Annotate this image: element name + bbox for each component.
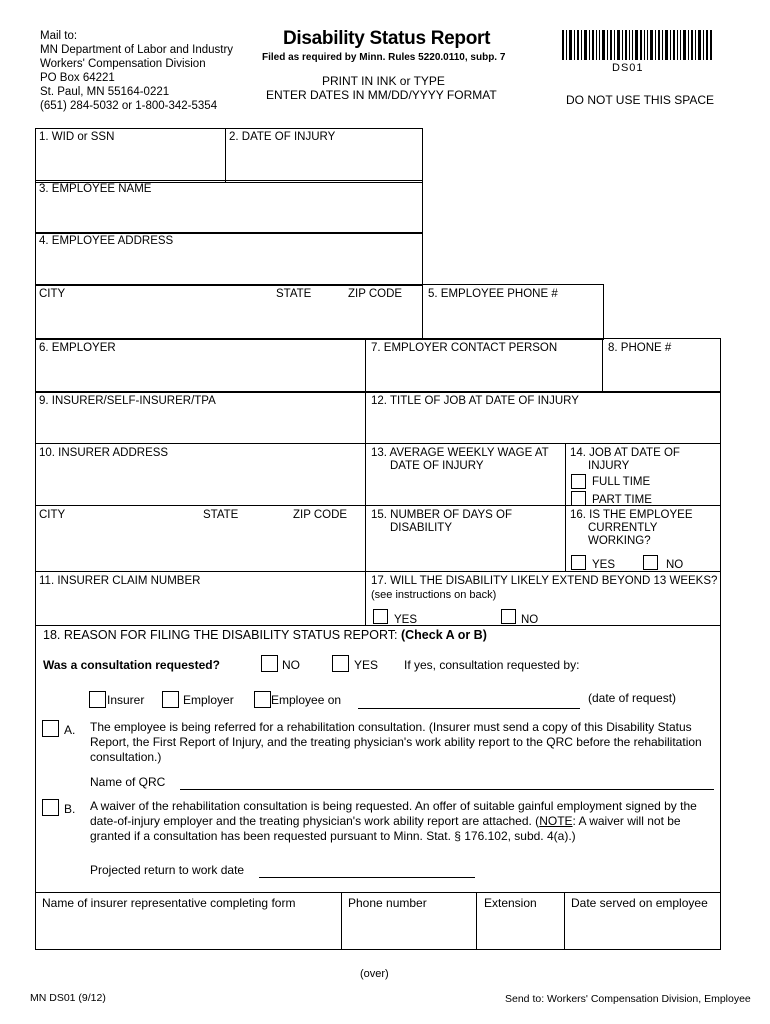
see-instructions-note: (see instructions on back) <box>371 589 497 601</box>
mail-line: PO Box 64221 <box>40 72 115 84</box>
mail-line: St. Paul, MN 55164-0221 <box>40 86 170 98</box>
date-served-label: Date served on employee <box>571 896 708 910</box>
form-id: MN DS01 (9/12) <box>30 992 106 1004</box>
insurer-label: 9. INSURER/SELF-INSURER/TPA <box>39 395 216 407</box>
days-disability-label-line2: DISABILITY <box>390 522 452 534</box>
job-at-injury-label: 14. JOB AT DATE OF <box>570 447 680 459</box>
form-subtitle: Filed as required by Minn. Rules 5220.0110, subp. 7 <box>262 52 506 63</box>
currently-working-label: 16. IS THE EMPLOYEE <box>570 509 693 521</box>
field-wid-ssn[interactable] <box>35 128 226 183</box>
employer-label: 6. EMPLOYER <box>39 342 116 354</box>
zip-label: ZIP CODE <box>348 288 403 300</box>
employee-phone-label: 5. EMPLOYEE PHONE # <box>428 288 558 300</box>
working-no-checkbox[interactable] <box>643 555 658 570</box>
date-of-injury-label: 2. DATE OF INJURY <box>229 131 336 143</box>
option-b-checkbox[interactable] <box>42 799 59 816</box>
insurer-address-label: 10. INSURER ADDRESS <box>39 447 169 459</box>
requested-by-employer-checkbox[interactable] <box>162 691 179 708</box>
requested-by-employee-checkbox[interactable] <box>254 691 271 708</box>
field-employer-contact[interactable] <box>365 338 603 393</box>
employer-contact-label: 7. EMPLOYER CONTACT PERSON <box>371 342 558 354</box>
extend-yes-label: YES <box>394 614 418 626</box>
field-average-weekly-wage[interactable] <box>365 443 566 506</box>
wid-ssn-label: 1. WID or SSN <box>39 131 115 143</box>
rep-name-label: Name of insurer representative completing form <box>42 896 296 910</box>
field-date-served[interactable] <box>564 892 721 950</box>
field-job-title[interactable] <box>365 391 721 444</box>
consult-no-checkbox[interactable] <box>261 655 278 672</box>
field-employer-phone[interactable] <box>602 338 721 393</box>
days-disability-label: 15. NUMBER OF DAYS OF <box>371 509 513 521</box>
projected-return-line[interactable] <box>259 877 475 878</box>
option-a-checkbox[interactable] <box>42 720 59 737</box>
employer-phone-label: 8. PHONE # <box>608 342 672 354</box>
city-label: CITY <box>39 288 66 300</box>
avg-wage-label-line2: DATE OF INJURY <box>390 460 484 472</box>
mail-line: MN Department of Labor and Industry <box>40 44 234 56</box>
claim-number-label: 11. INSURER CLAIM NUMBER <box>39 575 201 587</box>
do-not-use-label: DO NOT USE THIS SPACE <box>566 93 715 107</box>
rep-extension-label: Extension <box>484 896 537 910</box>
mail-line: Mail to: <box>40 30 78 42</box>
option-a-text: The employee is being referred for a rehabilitation consultation. (Insurer must send a copy of this Disability Status Report, the First Report of Injury, and the treating physician's work ability report to the QRC before the rehabilitation consultation.) <box>90 720 702 764</box>
mail-line: Workers' Compensation Division <box>40 58 206 70</box>
rep-phone-label: Phone number <box>348 896 427 910</box>
field-days-of-disability[interactable] <box>365 505 566 572</box>
field-rep-extension[interactable] <box>476 892 565 950</box>
full-time-label: FULL TIME <box>592 476 651 488</box>
date-of-request-label: (date of request) <box>588 691 677 705</box>
extend-no-checkbox[interactable] <box>501 609 516 624</box>
option-b-note: NOTE <box>539 814 573 828</box>
requested-by-insurer-checkbox[interactable] <box>89 691 106 708</box>
barcode-text: DS01 <box>612 62 644 74</box>
print-instruction: PRINT IN INK or TYPE <box>322 74 445 88</box>
currently-working-label-line2: CURRENTLY <box>588 522 658 534</box>
employee-name-label: 3. EMPLOYEE NAME <box>39 183 152 195</box>
over-label: (over) <box>360 968 389 980</box>
option-b-label: B. <box>64 802 76 816</box>
field-employee-address[interactable] <box>35 232 423 286</box>
section-18-heading-bold: (Check A or B) <box>400 628 487 642</box>
mail-line: (651) 284-5032 or 1-800-342-5354 <box>40 100 218 112</box>
consult-no-label: NO <box>282 658 300 672</box>
part-time-label: PART TIME <box>592 494 652 506</box>
field-insurer-claim-number[interactable] <box>35 571 366 626</box>
field-insurer-address[interactable] <box>35 443 366 506</box>
consult-yes-label: YES <box>354 658 379 672</box>
requested-by-employee-label: Employee on <box>271 693 342 707</box>
insurer-city-label: CITY <box>39 509 66 521</box>
full-time-checkbox[interactable] <box>571 474 586 489</box>
qrc-name-line[interactable] <box>180 789 714 790</box>
mail-to-block <box>40 29 233 113</box>
requested-by-employer-label: Employer <box>183 693 234 707</box>
employee-address-label: 4. EMPLOYEE ADDRESS <box>39 235 174 247</box>
insurer-zip-label: ZIP CODE <box>293 509 348 521</box>
field-employer[interactable] <box>35 338 366 393</box>
option-b-text-1: A waiver of the rehabilitation consultation is being requested. An offer of suitable gainful employment signed by the date-of-injury employer and the treating physician's work ability report are attached. ( <box>90 799 697 828</box>
option-a-label: A. <box>64 723 76 737</box>
qrc-name-label: Name of QRC <box>90 775 166 789</box>
state-label: STATE <box>276 288 312 300</box>
field-insurer[interactable] <box>35 391 366 444</box>
field-employee-name[interactable] <box>35 180 423 234</box>
date-of-request-line[interactable] <box>358 708 580 709</box>
field-insurer-city-state-zip[interactable] <box>35 505 366 572</box>
date-instruction: ENTER DATES IN MM/DD/YYYY FORMAT <box>266 88 497 102</box>
disability-13-weeks-label: 17. WILL THE DISABILITY LIKELY EXTEND BEYOND 13 WEEKS? <box>371 575 718 587</box>
working-yes-checkbox[interactable] <box>571 555 586 570</box>
insurer-state-label: STATE <box>203 509 239 521</box>
working-no-label: NO <box>666 559 684 571</box>
projected-return-label: Projected return to work date <box>90 863 245 877</box>
job-at-injury-label-line2: INJURY <box>588 460 630 472</box>
requested-by-insurer-label: Insurer <box>107 693 145 707</box>
section-18-heading-text: 18. REASON FOR FILING THE DISABILITY STATUS REPORT: <box>43 628 398 642</box>
part-time-checkbox[interactable] <box>571 491 586 506</box>
field-employee-city-state-zip[interactable] <box>35 284 423 340</box>
consultation-question: Was a consultation requested? <box>43 658 220 672</box>
field-date-of-injury[interactable] <box>225 128 423 183</box>
option-b-text <box>90 799 718 844</box>
if-yes-label: If yes, consultation requested by: <box>404 658 580 672</box>
field-rep-phone[interactable] <box>341 892 477 950</box>
field-employee-phone[interactable] <box>422 284 604 340</box>
consult-yes-checkbox[interactable] <box>332 655 349 672</box>
field-currently-working <box>565 505 721 572</box>
field-disability-13-weeks <box>365 571 721 626</box>
avg-wage-label: 13. AVERAGE WEEKLY WAGE AT <box>371 447 549 459</box>
field-job-at-injury <box>565 443 721 506</box>
job-title-label: 12. TITLE OF JOB AT DATE OF INJURY <box>371 395 579 407</box>
extend-no-label: NO <box>521 614 539 626</box>
section-18-heading <box>43 628 487 642</box>
currently-working-label-line3: WORKING? <box>588 535 651 547</box>
barcode <box>562 30 712 66</box>
working-yes-label: YES <box>592 559 616 571</box>
extend-yes-checkbox[interactable] <box>373 609 388 624</box>
form-title: Disability Status Report <box>283 28 491 49</box>
send-to-label: Send to: Workers' Compensation Division, Employee <box>505 993 751 1005</box>
option-b-text-2: : A waiver will not be granted if a consultation has been requested pursuant to Minn. Stat. § 176.102, subd. 4(a).) <box>90 814 681 843</box>
field-rep-name[interactable] <box>35 892 342 950</box>
